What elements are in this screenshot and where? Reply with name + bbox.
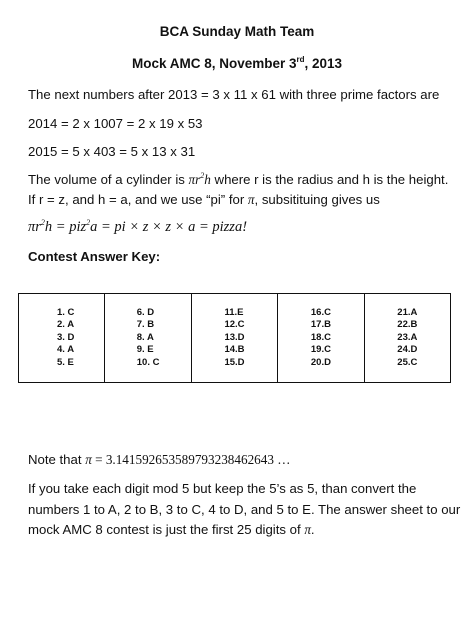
answer-item: 19.C — [310, 344, 331, 356]
team-title: BCA Sunday Math Team — [159, 24, 315, 39]
pi-digits: = 3.14159265358979323846264​3 … — [91, 452, 291, 467]
answer-item: 18.C — [310, 331, 331, 343]
eq-exponent-1: 2 — [40, 218, 45, 227]
answer-column-1 — [19, 294, 104, 382]
answer-item: 22.B — [397, 319, 418, 331]
formula-exponent: 2 — [200, 171, 205, 180]
answer-item: 9. E — [136, 344, 154, 356]
answer-item: 6. D — [136, 306, 155, 318]
answer-column-4 — [277, 294, 363, 382]
answer-item: 1. C — [56, 306, 75, 318]
answer-column-2 — [104, 294, 190, 382]
answer-item: 23.A — [397, 331, 418, 343]
answer-item: 20.D — [310, 356, 331, 368]
note-pi-symbol: π — [85, 452, 92, 467]
answer-key-table — [18, 293, 451, 383]
volume-formula — [189, 172, 211, 187]
substitution-text: If r = z, and h = a, and we use “pi” for — [28, 192, 248, 207]
primes-2015: 2015 = 5 x 403 = 5 x 13 x 31 — [28, 144, 196, 159]
pi-note — [28, 452, 290, 468]
eq-part-b: h = piz — [44, 219, 87, 235]
answer-item: 7. B — [136, 319, 155, 331]
ordinal-suffix: rd — [296, 55, 305, 64]
answer-item: 2. A — [56, 319, 75, 331]
answer-item: 21.A — [397, 306, 418, 318]
formula-h: h — [204, 172, 211, 187]
explanation-line-2: numbers 1 to A, 2 to B, 3 to C, 4 to D, and 5 to E. The answer sheet to our — [28, 502, 461, 517]
explanation-text: mock AMC 8 contest is just the first 25 digits of — [28, 522, 305, 537]
answer-item: 12.C — [224, 319, 245, 331]
answer-item: 15.D — [224, 356, 245, 368]
answer-column-5 — [364, 294, 450, 382]
answer-item: 5. E — [56, 356, 74, 368]
explanation-period: . — [310, 522, 315, 537]
answer-item: 13.D — [224, 331, 245, 343]
eq-part-a: πr — [28, 219, 41, 235]
answer-column-3 — [191, 294, 277, 382]
answer-item: 3. D — [56, 331, 75, 343]
substitution-line — [28, 192, 380, 208]
pizza-equation — [28, 219, 247, 236]
answer-item: 24.D — [397, 344, 418, 356]
answer-item: 16.C — [310, 306, 331, 318]
cylinder-text: The volume of a cylinder is — [28, 172, 189, 187]
answer-item: 11.E — [224, 306, 244, 318]
answer-item: 8. A — [136, 331, 154, 343]
substitution-text-end: , subsitituing gives us — [254, 192, 380, 207]
explanation-line-1: If you take each digit mod 5 but keep the 5’s as 5, than convert the — [28, 481, 417, 496]
contest-title-year: , 2013 — [304, 56, 343, 71]
answer-item: 10. C — [136, 356, 160, 368]
answer-item: 4. A — [56, 344, 75, 356]
eq-part-c: a = pi × z × z × a = pizza! — [90, 219, 248, 235]
answer-key-heading: Contest Answer Key: — [28, 249, 161, 264]
answer-item: 25.C — [397, 356, 418, 368]
pi-symbol: π — [247, 192, 255, 207]
answer-item: 17.B — [310, 319, 331, 331]
formula-pi-r: πr — [188, 172, 201, 187]
explanation-line-3 — [28, 522, 315, 538]
cylinder-volume-line — [28, 172, 448, 188]
note-text: Note that — [28, 452, 86, 467]
primes-intro: The next numbers after 2013 = 3 x 11 x 61 with three prime factors are — [28, 87, 440, 102]
cylinder-text-end: where r is the radius and h is the height. — [210, 172, 449, 187]
contest-title-main: Mock AMC 8, November 3 — [131, 56, 297, 71]
eq-exponent-2: 2 — [86, 218, 91, 227]
answer-item: 14.B — [224, 344, 245, 356]
explanation-pi-symbol: π — [304, 522, 311, 537]
primes-2014: 2014 = 2 x 1007 = 2 x 19 x 53 — [28, 116, 203, 131]
contest-title — [0, 56, 474, 71]
